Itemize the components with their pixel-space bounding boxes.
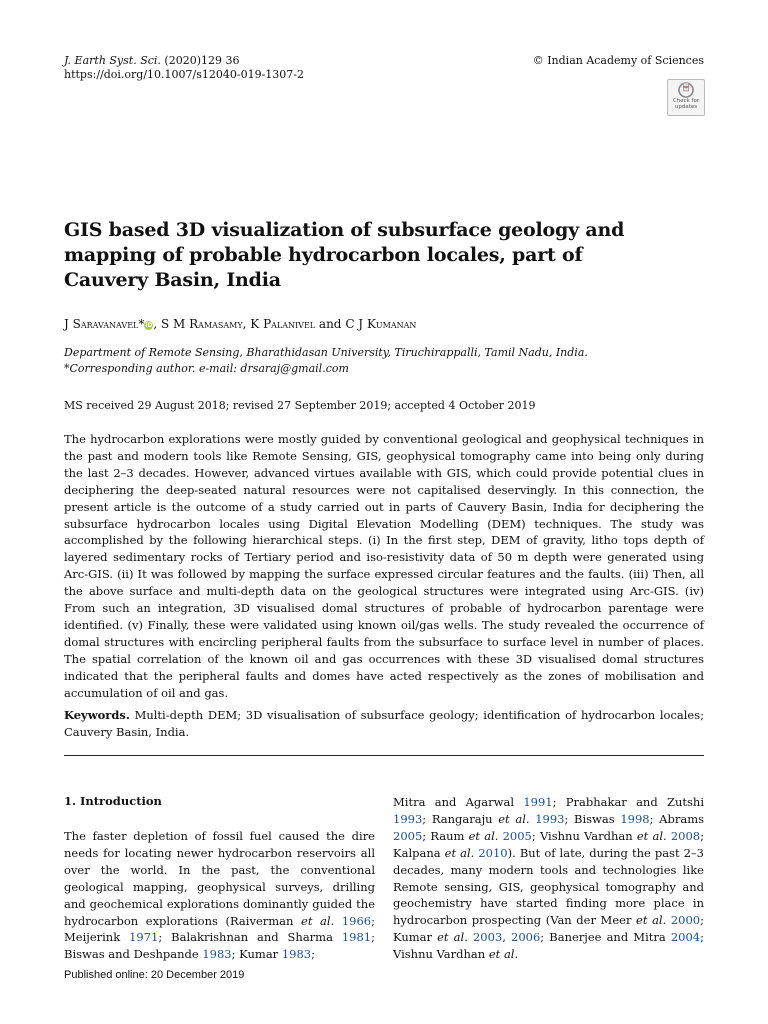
check-for-updates-line2: updates	[674, 104, 698, 110]
body-text: The faster depletion of fossil fuel caused the dire needs for locating newer hydrocarbon reservoirs all over the world. In the past, the conventional geological mapping, geophysical surveys, drilling and geochemical explorations dominantly guided the hydrocarbon explorations (Raiverman	[64, 829, 375, 928]
intro-right-column	[393, 794, 704, 963]
et-al: et al.	[444, 845, 475, 860]
published-online-date: Published online: 20 December 2019	[64, 969, 245, 981]
journal-citation	[64, 54, 304, 68]
check-for-updates-badge[interactable]	[667, 79, 705, 116]
body-text: ; Meijerink	[64, 913, 375, 945]
citation-link[interactable]: 2004	[670, 930, 701, 945]
keywords-label: Keywords.	[64, 708, 130, 722]
body-text: ; Rangaraju	[422, 811, 499, 826]
author-initial: J	[64, 317, 73, 331]
et-al: et al.	[636, 913, 667, 928]
journal-abbrev: J. Earth Syst. Sci.	[64, 54, 161, 67]
citation-link[interactable]: 2006	[511, 930, 541, 945]
body-text: ). But of late, during the past 2–3 decades, many modern tools and technologies like Remote sensing, GIS, geophysical tomography and geochemistry have started finding more place in hydrocarbon prospecting (Van der Meer	[393, 845, 704, 928]
citation-link[interactable]: 1966	[341, 913, 372, 928]
body-text: ; Raum	[422, 828, 469, 843]
section-divider	[64, 755, 704, 756]
article-title: GIS based 3D visualization of subsurface geology and mapping of probable hydrocarbon locales, part of Cauvery Basin, India	[64, 219, 625, 291]
citation-link[interactable]: 2008	[670, 828, 701, 843]
doi-link[interactable]: https://doi.org/10.1007/s12040-019-1307-2	[64, 68, 305, 81]
body-text: ; Biswas and Deshpande	[64, 930, 376, 962]
et-al: et al.	[498, 811, 530, 826]
check-for-updates-icon	[677, 82, 695, 98]
body-text: ; Kalpana	[393, 828, 705, 860]
citation-link[interactable]: 2005	[502, 828, 532, 843]
author-separator: ,	[153, 317, 161, 331]
keywords	[64, 707, 704, 741]
body-text: ; Kumar	[393, 913, 705, 945]
body-text: ; Abrams	[649, 811, 704, 826]
citation-link[interactable]: 2005	[393, 828, 423, 843]
citation-link[interactable]: 1983	[202, 947, 232, 962]
journal-header	[64, 54, 304, 82]
corresponding-author: *Corresponding author. e-mail: drsaraj@gmail.com	[64, 362, 349, 375]
corresponding-mark: *	[138, 317, 145, 331]
orcid-icon[interactable]: iD	[145, 322, 153, 329]
body-text: Mitra and Agarwal	[393, 795, 524, 809]
citation-link[interactable]: 1998	[620, 811, 650, 826]
citation-link[interactable]: 1981	[341, 930, 372, 945]
manuscript-dates: MS received 29 August 2018; revised 27 September 2019; accepted 4 October 2019	[64, 399, 536, 412]
affiliation-block	[64, 345, 588, 377]
citation-link[interactable]: 2000	[670, 913, 701, 928]
body-text: ; Vishnu Vardhan	[531, 828, 637, 843]
citation-link[interactable]: 1993	[535, 811, 565, 826]
author-initial: K	[250, 317, 264, 331]
et-al: et al.	[636, 828, 667, 843]
body-text: ,	[502, 930, 512, 945]
author-separator: and	[315, 317, 346, 331]
section-heading-introduction: 1. Introduction	[64, 794, 162, 808]
et-al: et al.	[488, 947, 519, 962]
abstract: The hydrocarbon explorations were mostly guided by conventional geological and geophysical techniques in the past and modern tools like Remote Sensing, GIS, geophysical tomography came into being only during the last 2–3 decades. However, advanced virtues available with GIS, which could provide potential clues in deciphering the deep-seated natural resources were not capitalised deservingly. In this connection, the present article is the outcome of a study carried out in parts of Cauvery Basin, India for deciphering the subsurface hydrocarbon locales using Digital Elevation Modelling (DEM) techniques. The study was accomplished by the following hierarchical steps. (i) In the first step, DEM of gravity, litho tops depth of layered sedimentary rocks of Tertiary period and iso-resistivity data of 50 m depth were generated using Arc-GIS. (ii) It was followed by mapping the surface expressed circular features and the faults. (iii) Then, all the above surface and multi-depth data on the geological structures were integrated using Arc-GIS. (iv) From such an integration, 3D visualised domal structures of probable of hydrocarbon parentage were identified. (v) Finally, these were validated using known oil/gas wells. The study revealed the occurrence of domal structures with encircling peripheral faults from the subsurface to surface level in number of places. The spatial correlation of the known oil and gas occurrences with these 3D visualised domal structures indicated that the peripheral faults and domes have acted respectively as the zones of mobilisation and accumulation of oil and gas.	[64, 432, 704, 700]
author-separator: ,	[242, 317, 251, 331]
check-for-updates-line1: Check for	[672, 98, 700, 104]
intro-left-column	[64, 828, 375, 963]
body-text: ; Biswas	[564, 811, 621, 826]
body-text: ; Banerjee and Mitra	[540, 930, 671, 945]
author-surname: Palanivel	[263, 317, 316, 331]
citation-link[interactable]: 1983	[281, 947, 312, 962]
et-al: et al.	[468, 828, 499, 843]
body-text: ; Kumar	[231, 947, 282, 962]
citation-link[interactable]: 2010	[478, 845, 508, 860]
affiliation: Department of Remote Sensing, Bharathidasan University, Tiruchirappalli, Tamil Nadu, India.	[64, 346, 588, 359]
author-surname: Kumanan	[366, 317, 417, 331]
author-initial: S M	[161, 317, 190, 331]
body-text: ; Vishnu Vardhan	[393, 930, 705, 962]
keywords-text: Multi-depth DEM; 3D visualisation of subsurface geology; identification of hydrocarbon locales; Cauvery Basin, India.	[64, 708, 704, 739]
author-initial: C J	[345, 317, 367, 331]
citation-link[interactable]: 2003	[472, 930, 503, 945]
journal-volume: (2020)129 36	[160, 54, 240, 67]
citation-link[interactable]: 1991	[523, 795, 553, 809]
body-text	[334, 914, 342, 928]
et-al: et al.	[301, 913, 335, 928]
body-text: ; Prabhakar and Zutshi	[552, 795, 704, 809]
body-text: ;	[311, 947, 315, 962]
author-surname: Saravanavel	[72, 317, 139, 331]
et-al: et al.	[437, 930, 468, 945]
author-surname: Ramasamy	[189, 317, 243, 331]
publisher-copyright: © Indian Academy of Sciences	[532, 54, 704, 67]
body-text: ; Balakrishnan and Sharma	[158, 930, 342, 945]
author-list	[64, 317, 416, 331]
citation-link[interactable]: 1993	[393, 811, 423, 826]
citation-link[interactable]: 1971	[129, 930, 159, 945]
